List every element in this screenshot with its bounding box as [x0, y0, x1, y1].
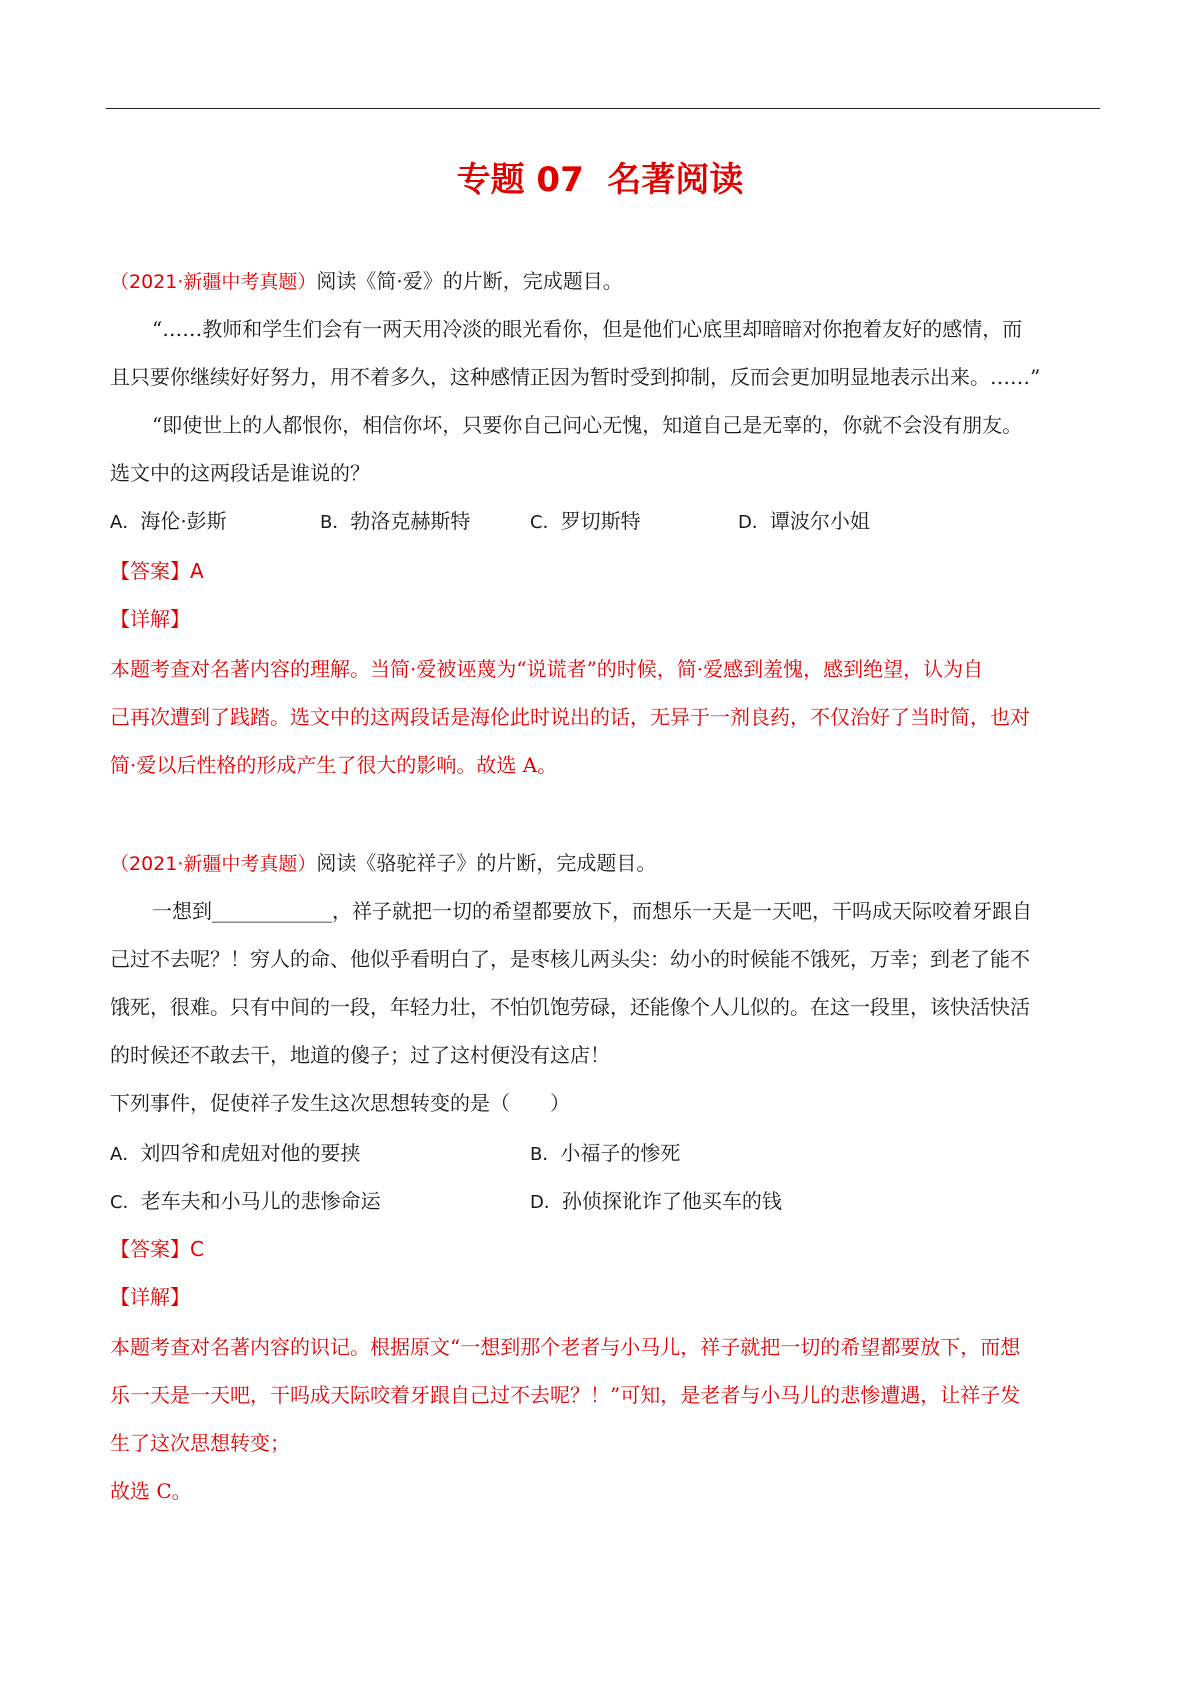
- q1-prompt: 阅读《简·爱》的片断，完成题目。: [316, 269, 623, 293]
- q2-passage-line: 饿死，很难。只有中间的一段，年轻力壮，不怕饥饱劳碌，还能像个人儿似的。在这一段里，该快活快活: [110, 995, 1030, 1019]
- q1-detail-label: 【详解】: [110, 607, 190, 631]
- q2-option-b: B．小福子的惨死: [530, 1141, 681, 1165]
- q1-option-d: D．谭波尔小姐: [738, 509, 870, 533]
- header-rule: [106, 108, 1100, 109]
- q2-option-d: D．孙侦探讹诈了他买车的钱: [530, 1189, 782, 1213]
- page-title: 专题 07 名著阅读: [456, 160, 744, 200]
- q1-passage-line: 且只要你继续好好努力，用不着多久，这种感情正因为暂时受到抑制，反而会更加明显地表示出来。……”: [110, 365, 1041, 389]
- q2-detail-label: 【详解】: [110, 1285, 190, 1309]
- q2-answer: 【答案】C: [110, 1237, 204, 1261]
- q1-source: （2021·新疆中考真题）: [110, 271, 317, 293]
- q1-option-a: A．海伦·彭斯: [110, 509, 227, 533]
- q1-explanation-line: 简·爱以后性格的形成产生了很大的影响。故选 A。: [110, 753, 558, 777]
- q2-option-c: C．老车夫和小马儿的悲惨命运: [110, 1189, 381, 1213]
- q2-header: [110, 850, 656, 877]
- q2-explanation-line: 故选 C。: [110, 1479, 192, 1503]
- q1-option-b: B．勃洛克赫斯特: [320, 509, 471, 533]
- q2-explanation-line: 乐一天是一天吧，干吗成天际咬着牙跟自己过不去呢？！”可知，是老者与小马儿的悲惨遭遇，让祥子发: [110, 1383, 1021, 1407]
- q2-passage-line: 一想到____________，祥子就把一切的希望都要放下，而想乐一天是一天吧，干吗成天际咬着牙跟自: [152, 899, 1032, 923]
- q2-prompt: 阅读《骆驼祥子》的片断，完成题目。: [316, 851, 657, 875]
- q2-passage-line: 己过不去呢？！穷人的命、他似乎看明白了，是枣核儿两头尖：幼小的时候能不饿死，万幸；到老了能不: [110, 947, 1030, 971]
- q1-option-c: C．罗切斯特: [530, 509, 641, 533]
- q2-passage-line: 的时候还不敢去干，地道的傻子；过了这村便没有这店！: [110, 1043, 610, 1067]
- q2-question: 下列事件，促使祥子发生这次思想转变的是（ ）: [110, 1091, 570, 1115]
- q1-question: 选文中的这两段话是谁说的？: [110, 461, 370, 485]
- q2-explanation-line: 生了这次思想转变；: [110, 1431, 290, 1455]
- q2-explanation-line: 本题考查对名著内容的识记。根据原文“一想到那个老者与小马儿，祥子就把一切的希望都要放下，而想: [110, 1335, 1021, 1359]
- q2-source: （2021·新疆中考真题）: [110, 853, 317, 875]
- q1-explanation-line: 己再次遭到了践踏。选文中的这两段话是海伦此时说出的话，无异于一剂良药，不仅治好了当时简，也对: [110, 705, 1030, 729]
- q1-passage-line: “即使世上的人都恨你，相信你坏，只要你自己问心无愧，知道自己是无辜的，你就不会没有朋友。: [152, 413, 1023, 437]
- q1-answer: 【答案】A: [110, 559, 204, 583]
- q1-passage-line: “……教师和学生们会有一两天用冷淡的眼光看你，但是他们心底里却暗暗对你抱着友好的感情，而: [152, 317, 1023, 341]
- q1-header: [110, 268, 623, 295]
- q1-explanation-line: 本题考查对名著内容的理解。当简·爱被诬蔑为“说谎者”的时候，简·爱感到羞愧，感到绝望，认为自: [110, 657, 984, 681]
- q2-option-a: A．刘四爷和虎妞对他的要挟: [110, 1141, 361, 1165]
